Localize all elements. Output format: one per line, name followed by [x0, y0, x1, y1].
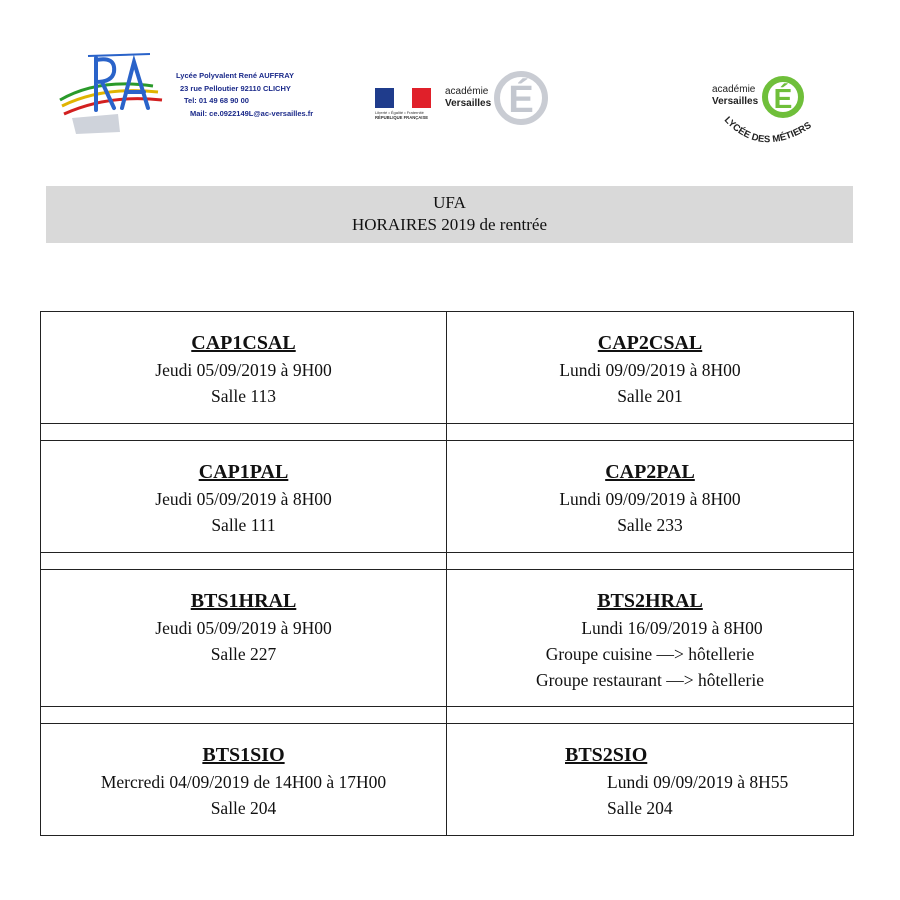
schedule-spacer-row [41, 424, 854, 441]
class-room: Salle 201 [617, 386, 683, 406]
schedule-cell-bts2sio [447, 724, 854, 836]
republique-flag-icon [375, 88, 431, 108]
class-date: Jeudi 05/09/2019 à 9H00 [155, 618, 332, 638]
academie-label: académie [445, 86, 489, 97]
schedule-cell-cap1pal [41, 441, 447, 553]
lycee-logo [58, 48, 348, 138]
schedule-cell-cap2pal [447, 441, 854, 553]
class-date: Mercredi 04/09/2019 de 14H00 à 17H00 [100, 772, 387, 792]
class-group-restaurant: Groupe restaurant —> hôtellerie [535, 670, 765, 690]
svg-text:LYCÉE DES MÉTIERS [722, 115, 814, 146]
class-code: BTS2HRAL [597, 590, 703, 612]
schedule-cell-cap1csal [41, 312, 447, 424]
metiers-arc-label [710, 88, 820, 163]
schedule-cell-bts1hral [41, 570, 447, 707]
schedule-table [40, 311, 854, 836]
class-code: BTS1HRAL [190, 590, 297, 612]
class-date: Lundi 16/09/2019 à 8H00 [581, 618, 763, 638]
class-room: Salle 204 [210, 798, 277, 818]
academie-versailles-logo [375, 60, 550, 130]
class-code: CAP2PAL [605, 461, 695, 483]
lycee-des-metiers-logo [710, 68, 820, 146]
class-date: Jeudi 05/09/2019 à 9H00 [155, 360, 332, 380]
academie-e-letter: É [508, 79, 534, 121]
schedule-row [41, 441, 854, 553]
class-code: CAP1PAL [198, 461, 289, 483]
title-banner [46, 186, 853, 243]
republique-name: RÉPUBLIQUE FRANÇAISE [375, 115, 429, 120]
class-date: Lundi 09/09/2019 à 8H00 [559, 360, 741, 380]
class-date: Jeudi 05/09/2019 à 8H00 [155, 489, 332, 509]
schedule-row [41, 312, 854, 424]
schedule-spacer-row [41, 553, 854, 570]
class-code: CAP2CSAL [597, 332, 703, 354]
academie-city: Versailles [445, 98, 492, 109]
schedule-row [41, 724, 854, 836]
class-date: Lundi 09/09/2019 à 8H55 [607, 772, 789, 792]
class-room: Salle 111 [211, 515, 276, 535]
schedule-cell-cap2csal [447, 312, 854, 424]
schedule-cell-bts1sio [41, 724, 447, 836]
metiers-city: Versailles [712, 96, 759, 107]
metiers-arc-text: LYCÉE DES MÉTIERS [721, 114, 814, 146]
lycee-phone: Tel: 01 49 68 90 00 [184, 96, 249, 105]
class-code: CAP1CSAL [191, 332, 296, 354]
academie-e-emblem [493, 60, 549, 130]
class-code: BTS2SIO [565, 744, 648, 766]
class-room: Salle 204 [607, 798, 673, 818]
academie-text [445, 86, 491, 110]
schedule-spacer-row [41, 707, 854, 724]
class-code: BTS1SIO [202, 744, 285, 766]
schedule-row [41, 570, 854, 707]
republique-motto: Liberté • Égalité • Fraternité [375, 110, 424, 115]
lycee-name: Lycée Polyvalent René AUFFRAY [176, 71, 294, 80]
class-group-cuisine: Groupe cuisine —> hôtellerie [545, 644, 755, 664]
republique-caption [375, 110, 435, 120]
lycee-contact [176, 70, 313, 120]
metiers-e-letter: É [773, 83, 793, 114]
lycee-ra-emblem [58, 48, 168, 138]
metiers-academie-label: académie [712, 84, 756, 95]
class-room: Salle 113 [211, 386, 276, 406]
title-horaires: HORAIRES 2019 de rentrée [352, 215, 547, 234]
lycee-email: Mail: ce.0922149L@ac-versailles.fr [190, 108, 314, 118]
class-room: Salle 233 [617, 515, 683, 535]
lycee-address: 23 rue Pelloutier 92110 CLICHY [180, 83, 291, 93]
title-ufa: UFA [433, 193, 466, 212]
class-room: Salle 227 [210, 644, 277, 664]
class-date: Lundi 09/09/2019 à 8H00 [559, 489, 741, 509]
schedule-cell-bts2hral [447, 570, 854, 707]
